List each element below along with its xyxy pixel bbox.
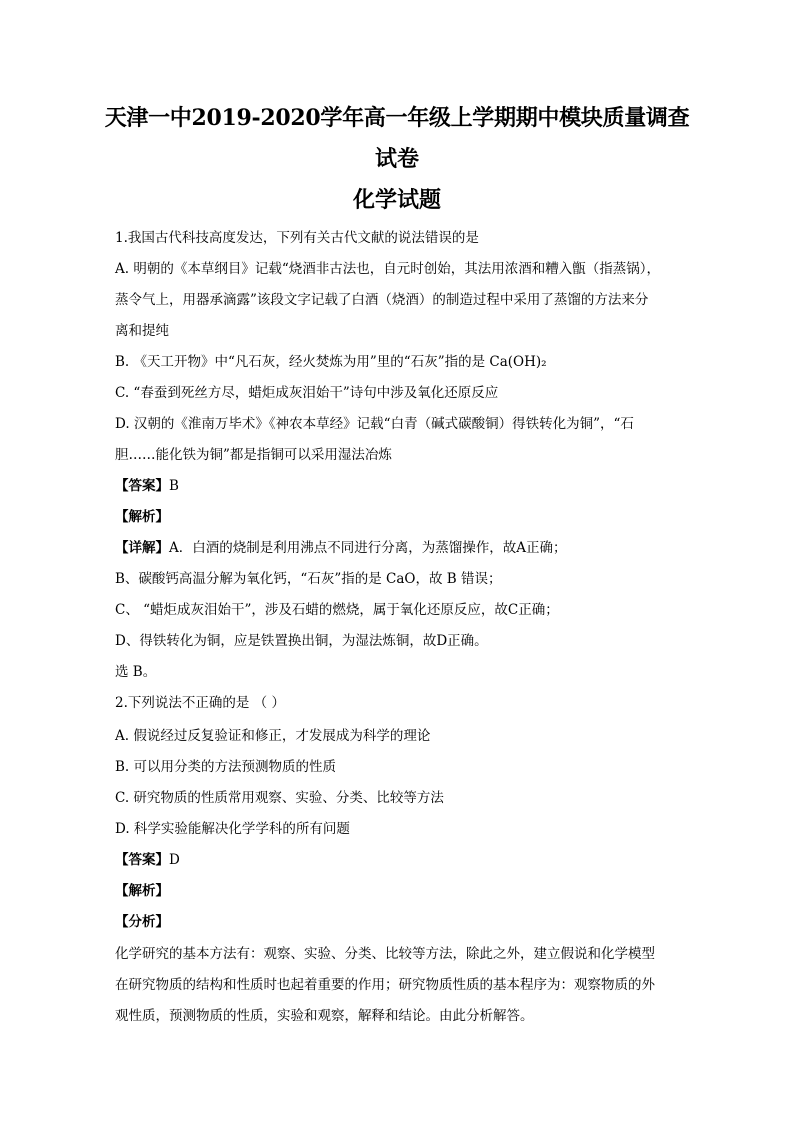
detail-tag: 【详解】 [115,540,169,556]
q1-analysis-tag: 【解析】 [115,509,169,525]
q1-detail-b: B、碳酸钙高温分解为氧化钙，“石灰”指的是 CaO，故 B 错误； [115,571,502,587]
answer-value: D [169,852,180,868]
q1-option-d: D. 汉朝的《淮南万毕术》《神农本草经》记载“白青（碱式碳酸铜）得铁转化为铜”，“石 [115,416,634,432]
q2-answer [115,850,685,870]
q2-fenxi-text: 化学研究的基本方法有：观察、实验、分类、比较等方法，除此之外，建立假说和化学模型 [115,946,655,962]
q1-option-b: B. 《天工开物》中“凡石灰，经火焚炼为用”里的“石灰”指的是 Ca(OH)₂ [115,354,547,370]
q2-fenxi-text-continued: 观性质，预测物质的性质，实验和观察，解释和结论。由此分析解答。 [115,1008,534,1024]
q2-option-d: D. 科学实验能解决化学学科的所有问题 [115,821,350,837]
q2-option-b: B. 可以用分类的方法预测物质的性质 [115,759,337,775]
q1-option-a-continued: 蒸令气上，用器承滴露”该段文字记载了白酒（烧酒）的制造过程中采用了蒸馏的方法来分 [115,292,649,308]
subject-title: 化学试题 [352,187,441,213]
q1-detail-c: C、 “蜡炬成灰泪始干”，涉及石蜡的燃烧，属于氧化还原反应，故C正确； [115,602,559,618]
answer-value: B [169,478,179,494]
q1-answer [115,476,685,496]
q2-option-a: A. 假说经过反复验证和修正，才发展成为科学的理论 [115,728,431,744]
q1-option-c: C. “春蚕到死丝方尽，蜡炬成灰泪始干”诗句中涉及氧化还原反应 [115,385,499,401]
q2-fenxi-text-continued: 在研究物质的结构和性质时也起着重要的作用；研究物质性质的基本程序为：观察物质的外 [115,977,655,993]
q1-stem: 1.我国古代科技高度发达，下列有关古代文献的说法错误的是 [115,230,479,246]
q1-detail-d: D、得铁转化为铜，应是铁置换出铜，为湿法炼铜，故D正确。 [115,633,488,649]
q2-fenxi-tag: 【分析】 [115,914,169,930]
q1-option-a-continued: 离和提纯 [115,323,169,339]
q1-detail-a [115,538,685,558]
detail-text: A．白酒的烧制是利用沸点不同进行分离，为蒸馏操作，故A正确； [169,540,567,556]
answer-tag: 【答案】 [115,478,169,494]
q2-option-c: C. 研究物质的性质常用观察、实验、分类、比较等方法 [115,790,444,806]
answer-tag: 【答案】 [115,852,169,868]
q2-stem: 2.下列说法不正确的是 （ ） [115,695,285,711]
q1-conclusion: 选 B。 [115,664,157,680]
exam-title: 天津一中2019-2020学年高一年级上学期期中模块质量调查 [104,105,690,131]
q1-option-a: A. 明朝的《本草纲目》记载“烧酒非古法也，自元时创始，其法用浓酒和糟入甑（指蒸锅）， [115,261,660,277]
q1-option-d-continued: 胆……能化铁为铜”都是指铜可以采用湿法冶炼 [115,447,392,463]
q2-analysis-tag: 【解析】 [115,883,169,899]
exam-title-continued: 试卷 [374,146,419,172]
